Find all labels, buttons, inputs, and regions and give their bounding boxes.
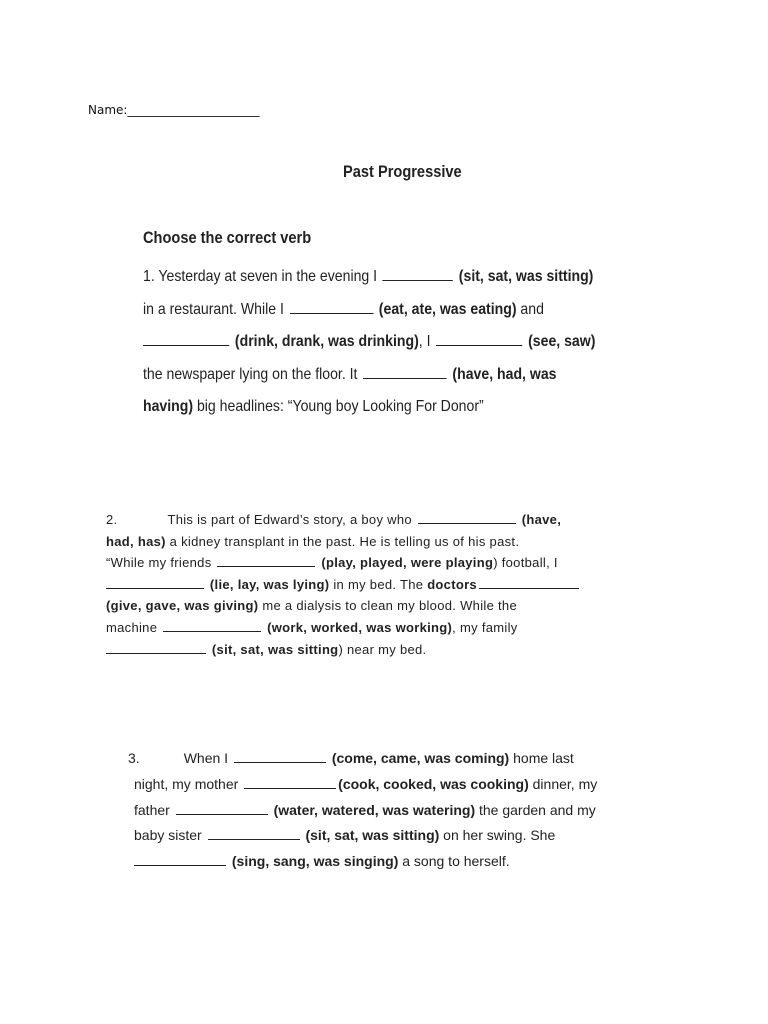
exercise-1 [143, 261, 636, 424]
exercise-2-line: 2. This is part of Edward’s story, a boy who (have, [106, 512, 562, 527]
exercise-3 [128, 746, 597, 875]
exercise-2-line: machine (work, worked, was working), my family [106, 619, 518, 635]
answer-blank[interactable] [217, 555, 315, 568]
answer-blank[interactable] [143, 331, 229, 346]
answer-blank[interactable] [106, 641, 206, 654]
answer-blank[interactable] [383, 266, 453, 281]
exercise-1-line: (drink, drank, was drinking), I (see, saw) [143, 326, 636, 359]
answer-blank[interactable] [163, 619, 261, 632]
answer-blank[interactable] [418, 511, 516, 524]
name-field[interactable]: Name:______________________ [88, 103, 260, 117]
exercise-1-line: the newspaper lying on the floor. It (have, had, was [143, 359, 636, 392]
answer-blank[interactable] [106, 576, 204, 589]
exercise-2 [106, 509, 581, 660]
instruction-heading: Choose the correct verb [143, 228, 312, 247]
answer-blank[interactable] [234, 749, 326, 763]
answer-blank[interactable] [176, 801, 268, 815]
exercise-2-line: (give, gave, was giving) me a dialysis to clean my blood. While the [106, 598, 517, 614]
answer-blank[interactable] [134, 853, 226, 867]
exercise-2-line: “While my friends (play, played, were playing) football, I [106, 555, 558, 571]
answer-blank[interactable] [436, 331, 522, 346]
exercise-2-line: (sit, sat, was sitting) near my bed. [106, 639, 581, 661]
answer-blank[interactable] [290, 298, 374, 313]
exercise-3-line: night, my mother (cook, cooked, was cooking) dinner, my [134, 775, 598, 792]
exercise-3-line: baby sister (sit, sat, was sitting) on her swing. She [134, 827, 556, 844]
exercise-1-line: having) big headlines: “Young boy Looking For Donor” [143, 398, 484, 415]
exercise-2-line: (lie, lay, was lying) in my bed. The doctors [106, 574, 581, 596]
worksheet-title: Past Progressive [343, 162, 462, 181]
exercise-1-line: in a restaurant. While I (eat, ate, was eating) and [143, 294, 636, 327]
exercise-3-line: father (water, watered, was watering) the garden and my [134, 801, 596, 818]
answer-blank[interactable] [208, 827, 300, 841]
exercise-3-line: 3. When I (come, came, was coming) home last [128, 750, 574, 766]
answer-blank[interactable] [479, 576, 579, 589]
exercise-2-line: had, has) a kidney transplant in the past. He is telling us of his past. [106, 533, 520, 549]
exercise-1-line: 1. Yesterday at seven in the evening I (sit, sat, was sitting) [143, 261, 636, 294]
answer-blank[interactable] [244, 775, 336, 789]
exercise-3-line: (sing, sang, was singing) a song to herself. [128, 849, 597, 875]
answer-blank[interactable] [363, 363, 447, 378]
